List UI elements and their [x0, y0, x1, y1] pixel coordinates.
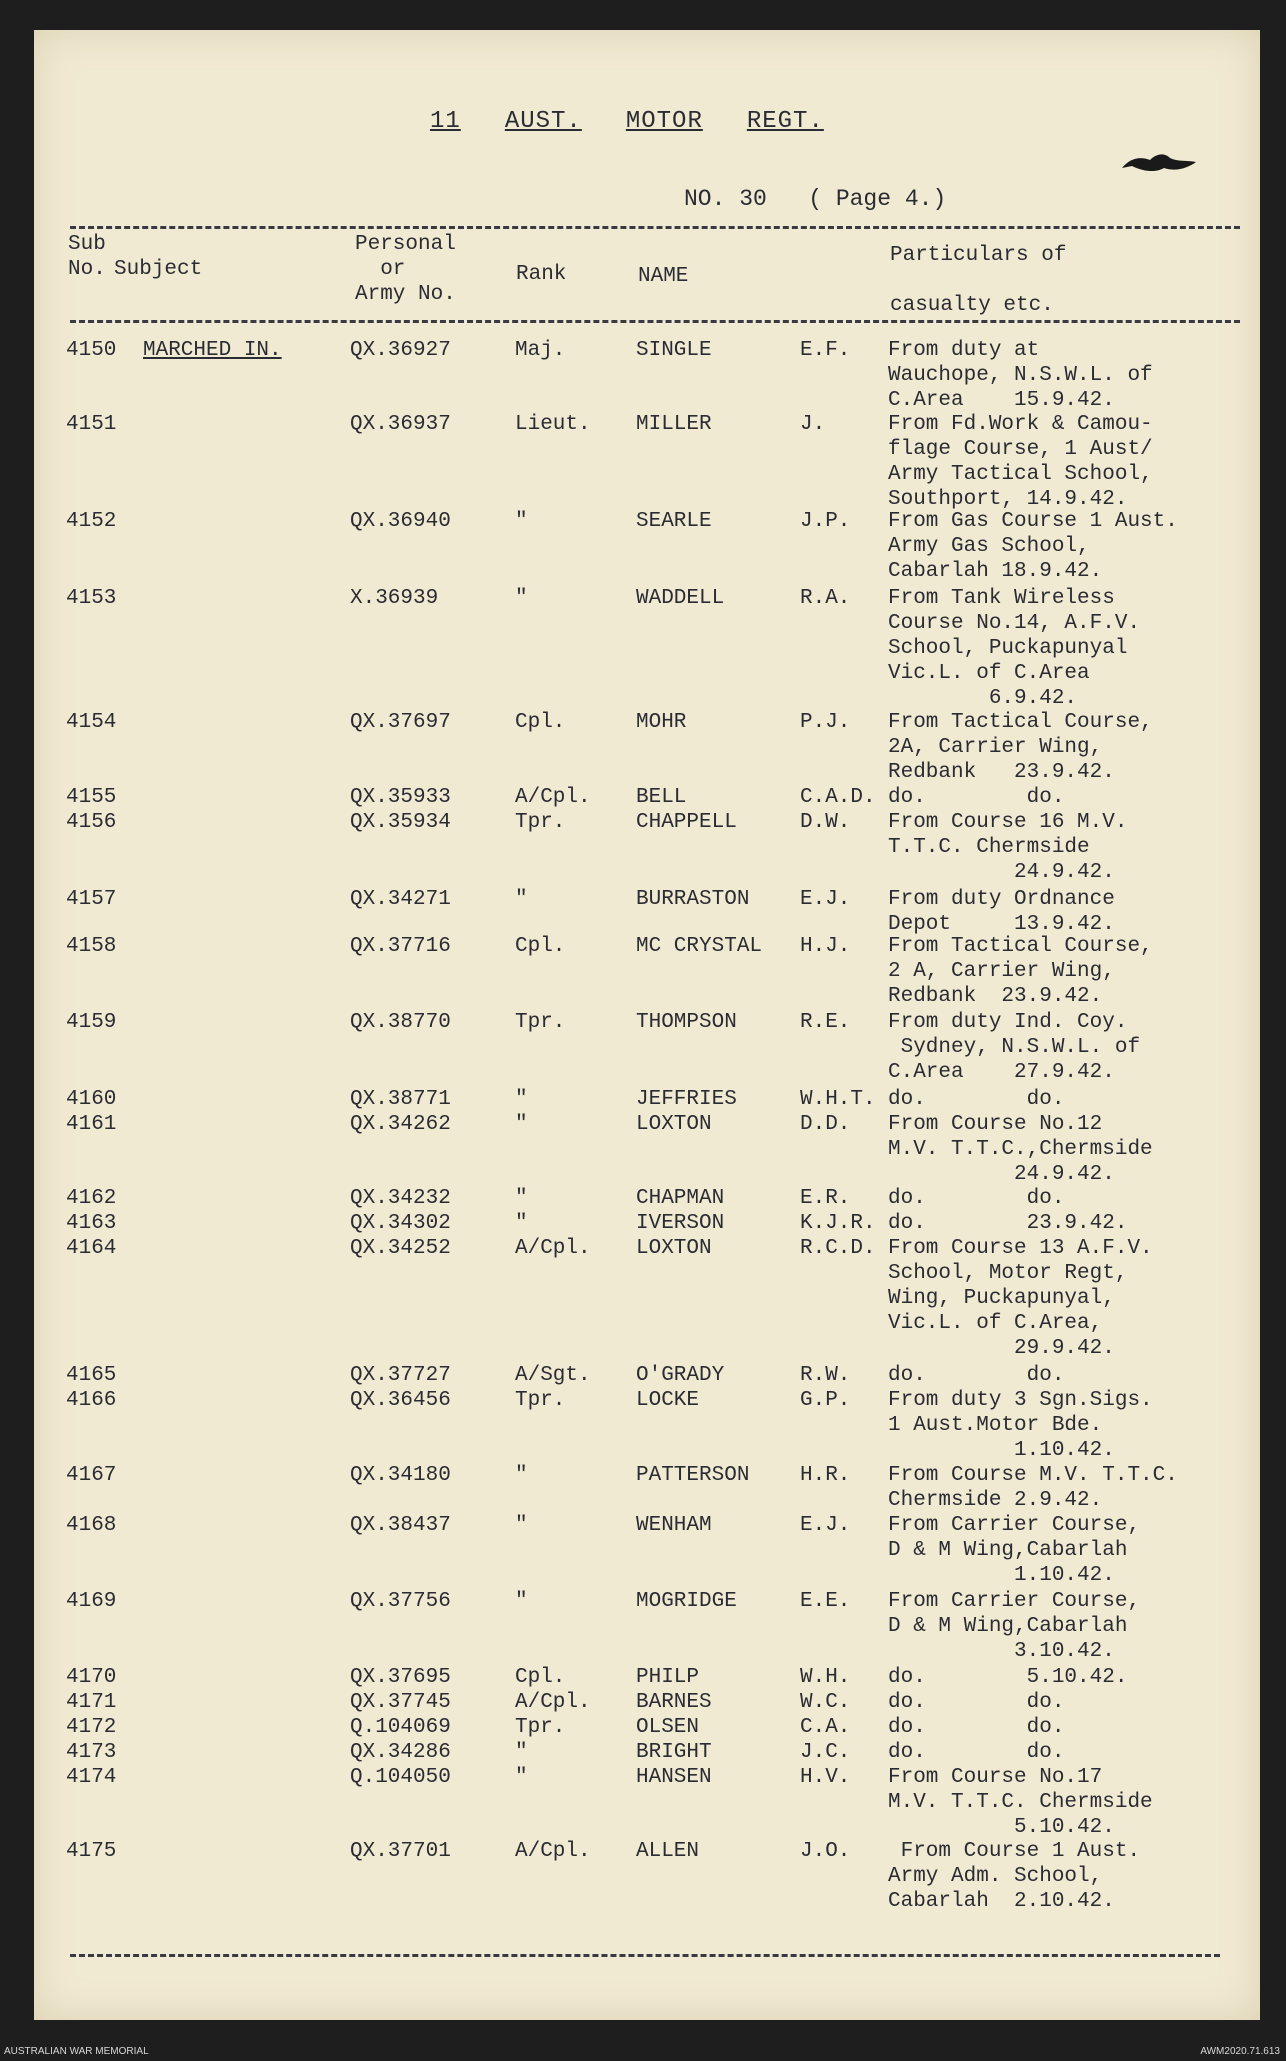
rank: Maj. — [515, 339, 566, 362]
table-row — [0, 810, 1286, 884]
rank: Tpr. — [515, 1011, 566, 1034]
particulars: From Course No.17 M.V. T.T.C. Chermside 5.10.42. — [888, 1766, 1153, 1839]
table-row — [0, 887, 1286, 936]
sub-number: 4152 — [66, 510, 117, 533]
surname: O'GRADY — [636, 1364, 725, 1387]
unit-title — [430, 108, 824, 135]
initials: J.O. — [800, 1840, 851, 1863]
rank: Tpr. — [515, 1389, 566, 1412]
rank: " — [515, 1464, 528, 1487]
surname: CHAPMAN — [636, 1187, 725, 1210]
unit-number: 11 — [430, 108, 461, 135]
initials: E.E. — [800, 1590, 851, 1613]
sub-number: 4175 — [66, 1840, 117, 1863]
rank: " — [515, 1088, 528, 1111]
table-row — [0, 1463, 1286, 1512]
table-row — [0, 1112, 1286, 1186]
particulars: From duty Ordnance Depot 13.9.42. — [888, 888, 1115, 936]
army-number: QX.37727 — [350, 1364, 451, 1387]
sub-number: 4155 — [66, 786, 117, 809]
sub-number: 4159 — [66, 1011, 117, 1034]
surname: WENHAM — [636, 1514, 712, 1537]
surname: IVERSON — [636, 1212, 725, 1235]
sub-number: 4172 — [66, 1716, 117, 1739]
particulars: From Carrier Course, D & M Wing,Cabarlah 1.10.42. — [888, 1514, 1141, 1587]
sub-number: 4154 — [66, 711, 117, 734]
surname: MOHR — [636, 711, 687, 734]
rank: Tpr. — [515, 811, 566, 834]
army-number: QX.34252 — [350, 1237, 451, 1260]
initials: R.W. — [800, 1364, 851, 1387]
particulars: From Course 16 M.V. T.T.C. Chermside 24.9.42. — [888, 811, 1128, 884]
army-number: X.36939 — [350, 587, 439, 610]
surname: PATTERSON — [636, 1464, 750, 1487]
initials: E.R. — [800, 1187, 851, 1210]
rank: " — [515, 587, 528, 610]
divider-top — [70, 226, 1240, 229]
surname: LOXTON — [636, 1237, 712, 1260]
army-number: QX.37695 — [350, 1666, 451, 1689]
sub-number: 4161 — [66, 1113, 117, 1136]
initials: R.E. — [800, 1011, 851, 1034]
rank: " — [515, 1766, 528, 1789]
sub-number: 4173 — [66, 1741, 117, 1764]
particulars: From Course 13 A.F.V. School, Motor Regt, Wing, Puckapunyal, Vic.L. of C.Area, 29.9.42. — [888, 1237, 1153, 1360]
sub-number: 4174 — [66, 1766, 117, 1789]
army-number: QX.35933 — [350, 786, 451, 809]
initials: H.V. — [800, 1766, 851, 1789]
table-row — [0, 1839, 1286, 1913]
rank: " — [515, 1514, 528, 1537]
surname: ALLEN — [636, 1840, 700, 1863]
table-row — [0, 1010, 1286, 1084]
army-number: QX.36927 — [350, 339, 451, 362]
army-number: QX.38771 — [350, 1088, 451, 1111]
order-number: NO. 30 ( Page 4.) — [684, 186, 947, 212]
surname: JEFFRIES — [636, 1088, 737, 1111]
particulars: From Course No.12 M.V. T.T.C.,Chermside 24.9.42. — [888, 1113, 1153, 1186]
sub-number: 4168 — [66, 1514, 117, 1537]
particulars: From Course 1 Aust. Army Adm. School, Cabarlah 2.10.42. — [888, 1840, 1141, 1913]
particulars: From Tactical Course, 2A, Carrier Wing, Redbank 23.9.42. — [888, 711, 1153, 784]
rank: " — [515, 1590, 528, 1613]
table-row — [0, 1765, 1286, 1839]
army-number: QX.37716 — [350, 935, 451, 958]
army-number: QX.36940 — [350, 510, 451, 533]
sub-number: 4163 — [66, 1212, 117, 1235]
initials: P.J. — [800, 711, 851, 734]
initials: R.A. — [800, 587, 851, 610]
particulars: From duty at Wauchope, N.S.W.L. of C.Area 15.9.42. — [888, 339, 1153, 412]
sub-number: 4169 — [66, 1590, 117, 1613]
particulars: do. do. — [888, 1716, 1065, 1739]
army-number: QX.34302 — [350, 1212, 451, 1235]
army-number: QX.34271 — [350, 888, 451, 911]
particulars: From Gas Course 1 Aust. Army Gas School, Cabarlah 18.9.42. — [888, 510, 1178, 583]
initials: W.H. — [800, 1666, 851, 1689]
surname: BARNES — [636, 1691, 712, 1714]
surname: HANSEN — [636, 1766, 712, 1789]
army-number: QX.37701 — [350, 1840, 451, 1863]
initials: C.A. — [800, 1716, 851, 1739]
table-row — [0, 509, 1286, 583]
surname: WADDELL — [636, 587, 725, 610]
particulars: From Tank Wireless Course No.14, A.F.V. School, Puckapunyal Vic.L. of C.Area 6.9.42. — [888, 587, 1141, 710]
surname: PHILP — [636, 1666, 700, 1689]
col-rank-header: Rank — [516, 263, 567, 286]
surname: LOXTON — [636, 1113, 712, 1136]
surname: MILLER — [636, 413, 712, 436]
surname: BRIGHT — [636, 1741, 712, 1764]
divider-bottom — [70, 1954, 1220, 1957]
unit-word-motor: MOTOR — [625, 108, 703, 135]
army-number: QX.34286 — [350, 1741, 451, 1764]
army-number: QX.36456 — [350, 1389, 451, 1412]
rank: Cpl. — [515, 711, 566, 734]
army-number: QX.37756 — [350, 1590, 451, 1613]
subject-heading: MARCHED IN. — [143, 339, 282, 362]
initials: J. — [800, 413, 826, 436]
army-number: QX.34180 — [350, 1464, 451, 1487]
footer-source: AUSTRALIAN WAR MEMORIAL — [4, 2046, 149, 2057]
initials: J.P. — [800, 510, 851, 533]
surname: SINGLE — [636, 339, 712, 362]
initials: R.C.D. — [800, 1237, 876, 1260]
rank: " — [515, 1212, 528, 1235]
rank: A/Cpl. — [515, 1840, 591, 1863]
rank: A/Sgt. — [515, 1364, 591, 1387]
particulars: From duty Ind. Coy. Sydney, N.S.W.L. of C.Area 27.9.42. — [888, 1011, 1141, 1084]
rank: A/Cpl. — [515, 1237, 591, 1260]
sub-number: 4160 — [66, 1088, 117, 1111]
initials: W.C. — [800, 1691, 851, 1714]
particulars: From Carrier Course, D & M Wing,Cabarlah 3.10.42. — [888, 1590, 1141, 1663]
sub-number: 4167 — [66, 1464, 117, 1487]
rank: A/Cpl. — [515, 786, 591, 809]
surname: MOGRIDGE — [636, 1590, 737, 1613]
particulars: do. do. — [888, 786, 1065, 809]
surname: MC CRYSTAL — [636, 935, 763, 958]
particulars: do. do. — [888, 1088, 1065, 1111]
sub-number: 4162 — [66, 1187, 117, 1210]
army-number: QX.37745 — [350, 1691, 451, 1714]
rank: Cpl. — [515, 1666, 566, 1689]
surname: THOMPSON — [636, 1011, 737, 1034]
surname: LOCKE — [636, 1389, 700, 1412]
table-row — [0, 1388, 1286, 1462]
col-subject-header: Subject — [114, 258, 203, 281]
sub-number: 4165 — [66, 1364, 117, 1387]
surname: BURRASTON — [636, 888, 750, 911]
army-number: Q.104050 — [350, 1766, 451, 1789]
army-number: QX.37697 — [350, 711, 451, 734]
initials: C.A.D. — [800, 786, 876, 809]
rank: " — [515, 1187, 528, 1210]
particulars: do. do. — [888, 1741, 1065, 1764]
table-row — [0, 586, 1286, 710]
sub-number: 4157 — [66, 888, 117, 911]
army-number: QX.38770 — [350, 1011, 451, 1034]
rank: Lieut. — [515, 413, 591, 436]
divider-header — [70, 320, 1240, 323]
table-row — [0, 1236, 1286, 1360]
army-number: QX.38437 — [350, 1514, 451, 1537]
particulars: From duty 3 Sgn.Sigs. 1 Aust.Motor Bde. 1.10.42. — [888, 1389, 1153, 1462]
sub-number: 4171 — [66, 1691, 117, 1714]
rank: " — [515, 510, 528, 533]
particulars: do. 23.9.42. — [888, 1212, 1128, 1235]
initials: H.J. — [800, 935, 851, 958]
surname: CHAPPELL — [636, 811, 737, 834]
col-number-header: Personal or Army No. — [355, 233, 456, 306]
surname: OLSEN — [636, 1716, 700, 1739]
particulars: do. do. — [888, 1691, 1065, 1714]
initials: G.P. — [800, 1389, 851, 1412]
table-row — [0, 710, 1286, 784]
table-row — [0, 412, 1286, 511]
army-number: QX.34262 — [350, 1113, 451, 1136]
rank: Tpr. — [515, 1716, 566, 1739]
rank: " — [515, 888, 528, 911]
army-number: QX.36937 — [350, 413, 451, 436]
particulars: From Course M.V. T.T.C. Chermside 2.9.42. — [888, 1464, 1178, 1512]
sub-number: 4153 — [66, 587, 117, 610]
table-row — [0, 1589, 1286, 1663]
col-sub-header: Sub No. — [68, 233, 106, 281]
initials: E.J. — [800, 888, 851, 911]
initials: W.H.T. — [800, 1088, 876, 1111]
particulars: do. 5.10.42. — [888, 1666, 1128, 1689]
sub-number: 4150 — [66, 339, 117, 362]
surname: BELL — [636, 786, 687, 809]
table-row — [0, 338, 1286, 412]
initials: D.D. — [800, 1113, 851, 1136]
ink-mark — [1120, 150, 1200, 180]
sub-number: 4164 — [66, 1237, 117, 1260]
col-particulars-header: Particulars of casualty etc. — [890, 244, 1067, 317]
army-number: Q.104069 — [350, 1716, 451, 1739]
sub-number: 4151 — [66, 413, 117, 436]
footer-reference: AWM2020.71.613 — [1200, 2046, 1280, 2057]
unit-word-aust: AUST. — [504, 108, 582, 135]
sub-number: 4166 — [66, 1389, 117, 1412]
rank: " — [515, 1113, 528, 1136]
particulars: do. do. — [888, 1187, 1065, 1210]
army-number: QX.35934 — [350, 811, 451, 834]
initials: E.J. — [800, 1514, 851, 1537]
col-name-header: NAME — [638, 265, 689, 288]
rank: Cpl. — [515, 935, 566, 958]
table-row — [0, 934, 1286, 1008]
particulars: do. do. — [888, 1364, 1065, 1387]
particulars: From Fd.Work & Camou- flage Course, 1 Aust/ Army Tactical School, Southport, 14.9.42. — [888, 413, 1153, 511]
rank: " — [515, 1741, 528, 1764]
unit-word-regt: REGT. — [746, 108, 824, 135]
sub-number: 4158 — [66, 935, 117, 958]
initials: J.C. — [800, 1741, 851, 1764]
initials: D.W. — [800, 811, 851, 834]
particulars: From Tactical Course, 2 A, Carrier Wing, Redbank 23.9.42. — [888, 935, 1153, 1008]
initials: E.F. — [800, 339, 851, 362]
army-number: QX.34232 — [350, 1187, 451, 1210]
table-row — [0, 1513, 1286, 1587]
surname: SEARLE — [636, 510, 712, 533]
initials: H.R. — [800, 1464, 851, 1487]
sub-number: 4156 — [66, 811, 117, 834]
initials: K.J.R. — [800, 1212, 876, 1235]
rank: A/Cpl. — [515, 1691, 591, 1714]
sub-number: 4170 — [66, 1666, 117, 1689]
